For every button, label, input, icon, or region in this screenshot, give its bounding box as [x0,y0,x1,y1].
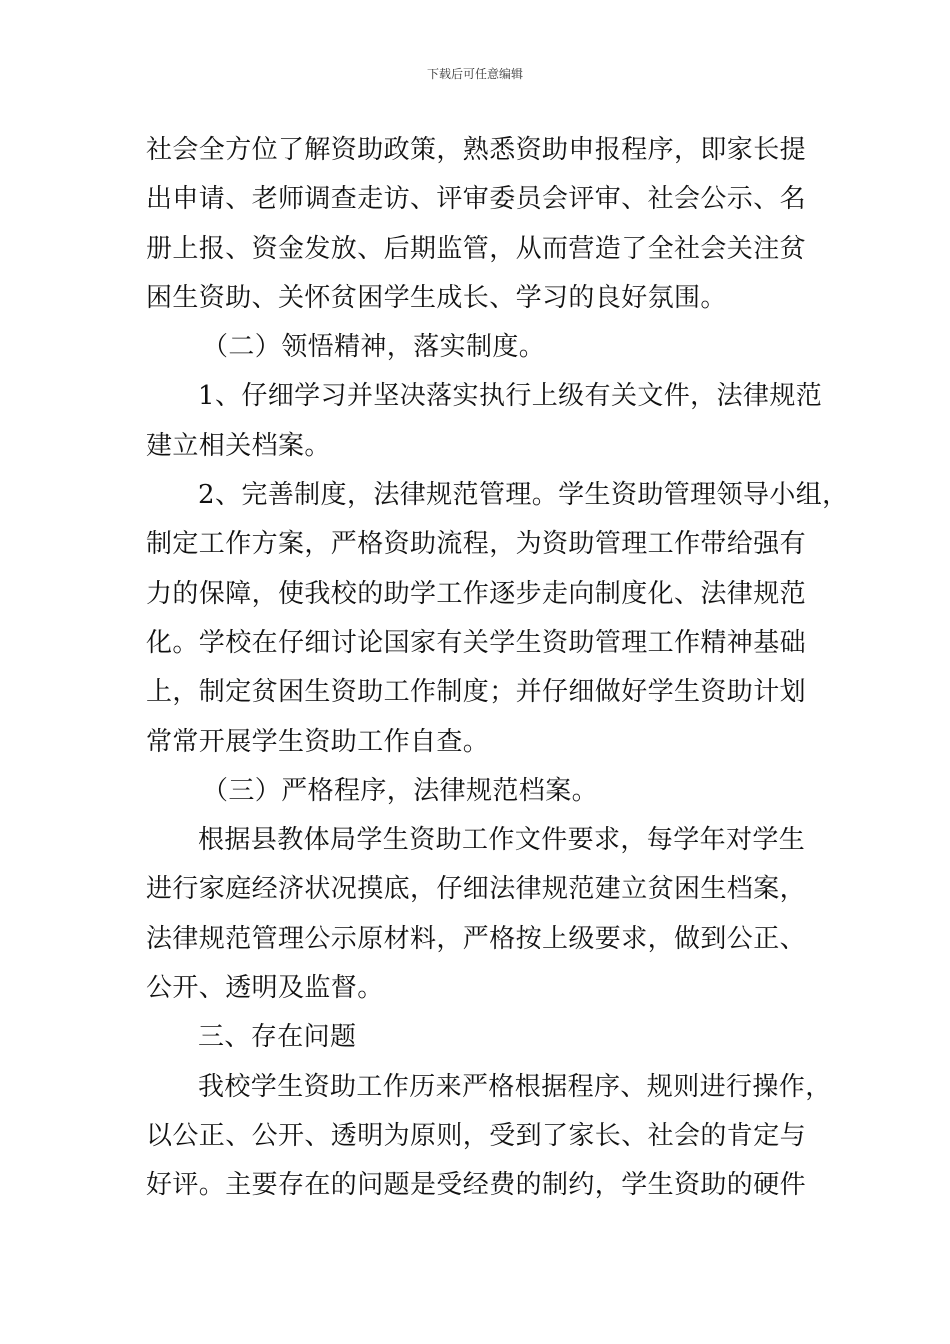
paragraph-line: 以公正、公开、透明为原则，受到了家长、社会的肯定与 [146,1120,807,1151]
paragraph-line: 出申请、老师调查走访、评审委员会评审、社会公示、名 [146,184,807,215]
paragraph-line: 化。学校在仔细讨论国家有关学生资助管理工作精神基础 [146,627,807,658]
paragraph-line: 根据县教体局学生资助工作文件要求，每学年对学生 [198,825,806,856]
section-heading-3: （三）严格程序，法律规范档案。 [202,775,599,806]
paragraph-line: 公开、透明及监督。 [146,973,384,1004]
paragraph-line: 常常开展学生资助工作自查。 [146,726,490,757]
section-heading-problems: 三、存在问题 [198,1022,357,1053]
paragraph-line: 法律规范管理公示原材料，严格按上级要求，做到公正、 [146,923,807,954]
paragraph-line: 1、仔细学习并坚决落实执行上级有关文件，法律规范 [198,381,823,412]
paragraph-line: 建立相关档案。 [146,430,331,461]
paragraph-line: 困生资助、关怀贫困学生成长、学习的良好氛围。 [146,282,727,313]
page-header: 下载后可任意编辑 [426,67,523,81]
document-body [146,126,849,1211]
paragraph-line: 好评。主要存在的问题是受经费的制约，学生资助的硬件 [146,1170,807,1201]
paragraph-line: 力的保障，使我校的助学工作逐步走向制度化、法律规范 [146,578,807,609]
section-heading-2: （二）领悟精神，落实制度。 [202,332,546,363]
paragraph-line: 上，制定贫困生资助工作制度；并仔细做好学生资助计划 [146,677,807,708]
paragraph-line: 社会全方位了解资助政策，熟悉资助申报程序，即家长提 [146,135,807,165]
paragraph-line: 制定工作方案，严格资助流程，为资助管理工作带给强有 [146,529,807,560]
paragraph-line: 册上报、资金发放、后期监管，从而营造了全社会关注贫 [146,233,807,264]
paragraph-line: 进行家庭经济状况摸底，仔细法律规范建立贫困生档案， [146,874,807,905]
paragraph-line: 我校学生资助工作历来严格根据程序、规则进行操作， [198,1071,832,1102]
paragraph-line: 2、完善制度，法律规范管理。学生资助管理领导小组， [198,480,849,511]
